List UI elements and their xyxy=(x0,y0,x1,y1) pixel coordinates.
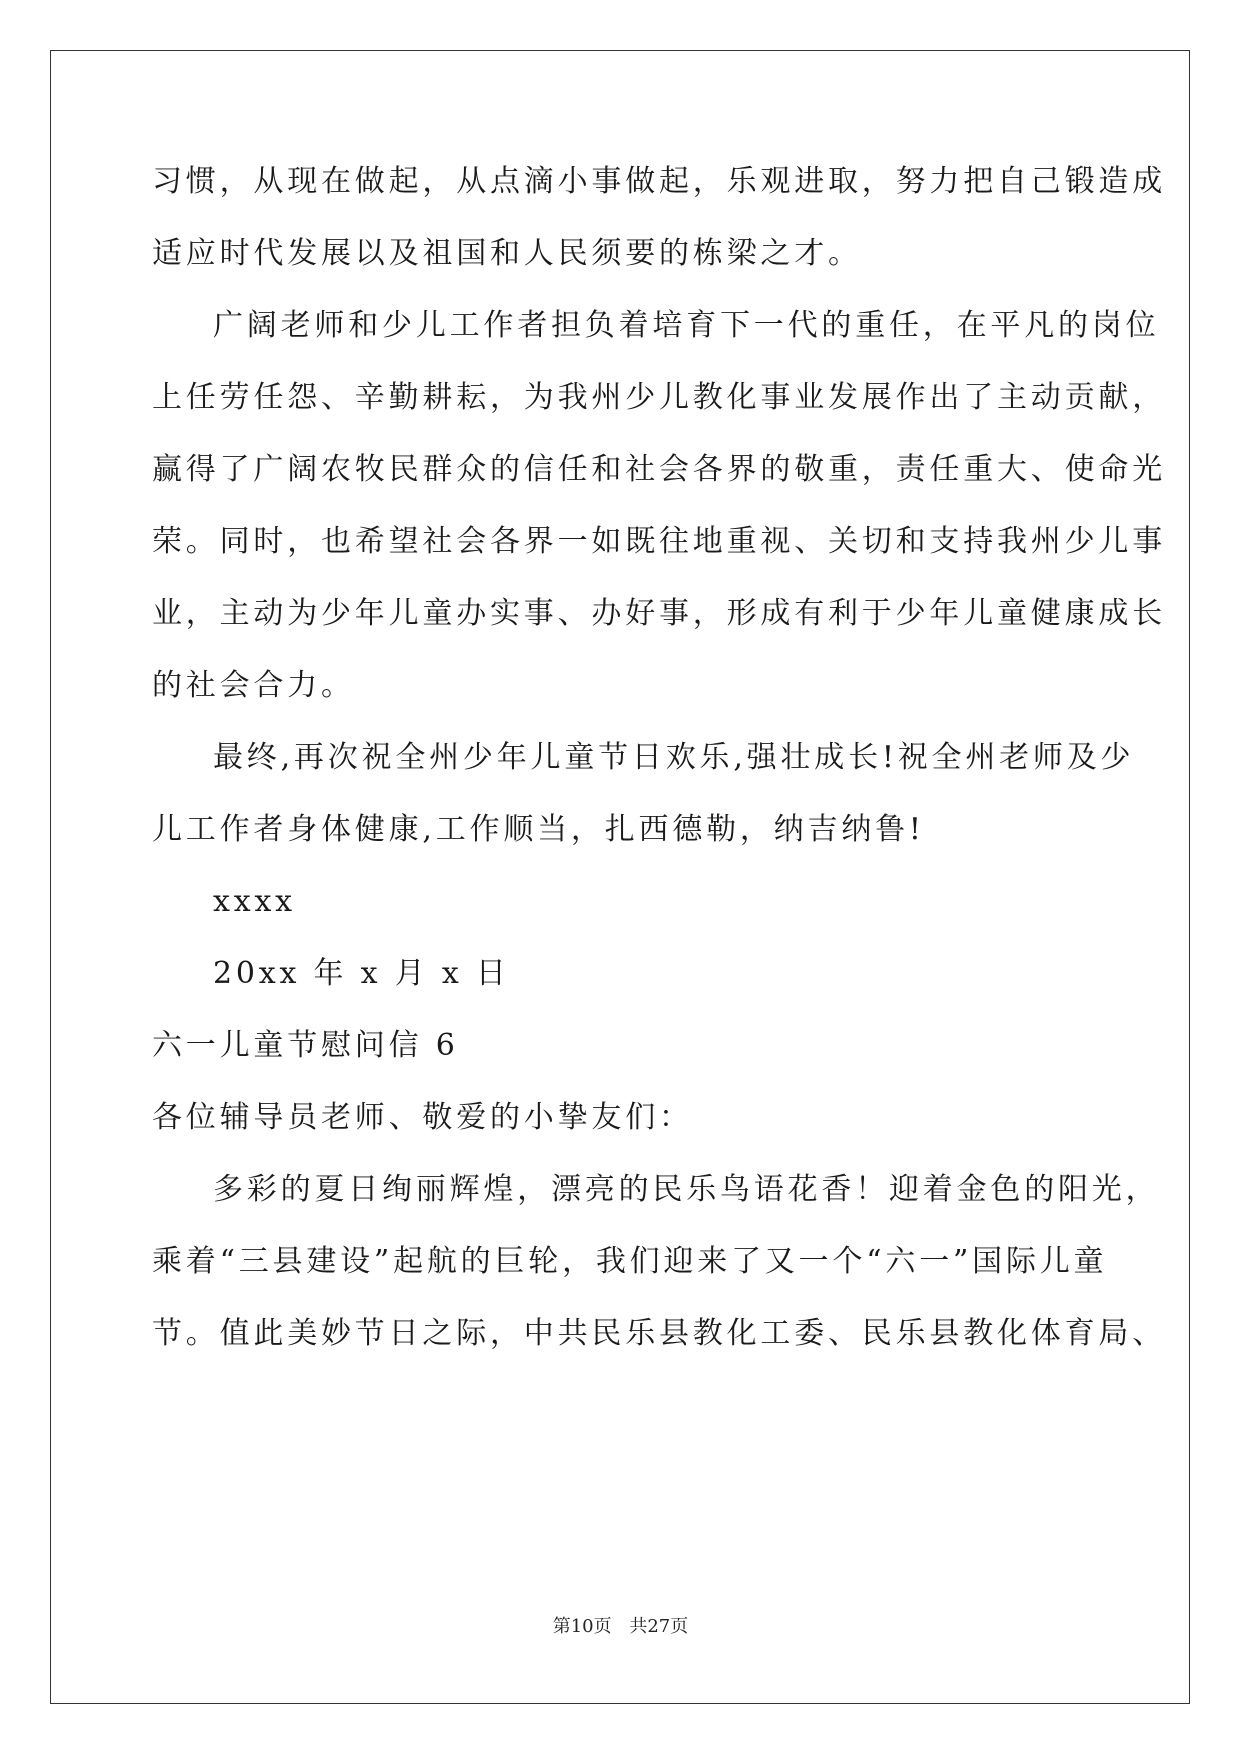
signature: xxxx xyxy=(213,884,296,919)
text-line: 赢得了广阔农牧民群众的信任和社会各界的敬重，责任重大、使命光 xyxy=(152,452,1166,487)
text-line: 习惯，从现在做起，从点滴小事做起，乐观进取，努力把自己锻造成 xyxy=(152,164,1166,199)
page-footer xyxy=(0,1615,1241,1639)
section-title: 六一儿童节慰问信 6 xyxy=(152,1028,459,1063)
text-line: 儿工作者身体健康,工作顺当，扎西德勒，纳吉纳鲁! xyxy=(152,812,925,847)
text-line: 适应时代发展以及祖国和人民须要的栋梁之才。 xyxy=(152,236,862,271)
paragraph-start: 多彩的夏日绚丽辉煌，漂亮的民乐鸟语花香！迎着金色的阳光， xyxy=(213,1172,1160,1207)
page-number: 第10页 xyxy=(552,1616,612,1637)
paragraph-start: 广阔老师和少儿工作者担负着培育下一代的重任，在平凡的岗位 xyxy=(213,308,1160,343)
text-line: 业，主动为少年儿童办实事、办好事，形成有利于少年儿童健康成长 xyxy=(152,596,1166,631)
text-line: 上任劳任怨、辛勤耕耘，为我州少儿教化事业发展作出了主动贡献， xyxy=(152,380,1166,415)
salutation: 各位辅导员老师、敬爱的小挚友们： xyxy=(152,1100,693,1135)
text-line: 荣。同时，也希望社会各界一如既往地重视、关切和支持我州少儿事 xyxy=(152,524,1166,559)
page-border xyxy=(50,50,1190,1704)
paragraph-start: 最终,再次祝全州少年儿童节日欢乐,强壮成长!祝全州老师及少 xyxy=(213,740,1135,775)
page-total: 共27页 xyxy=(629,1616,689,1637)
text-line: 的社会合力。 xyxy=(152,668,355,703)
date-line: 20xx 年 x 月 x 日 xyxy=(213,956,510,991)
text-line: 节。值此美妙节日之际，中共民乐县教化工委、民乐县教化体育局、 xyxy=(152,1316,1166,1351)
text-line: 乘着“三县建设”起航的巨轮，我们迎来了又一个“六一”国际儿童 xyxy=(152,1244,1108,1279)
